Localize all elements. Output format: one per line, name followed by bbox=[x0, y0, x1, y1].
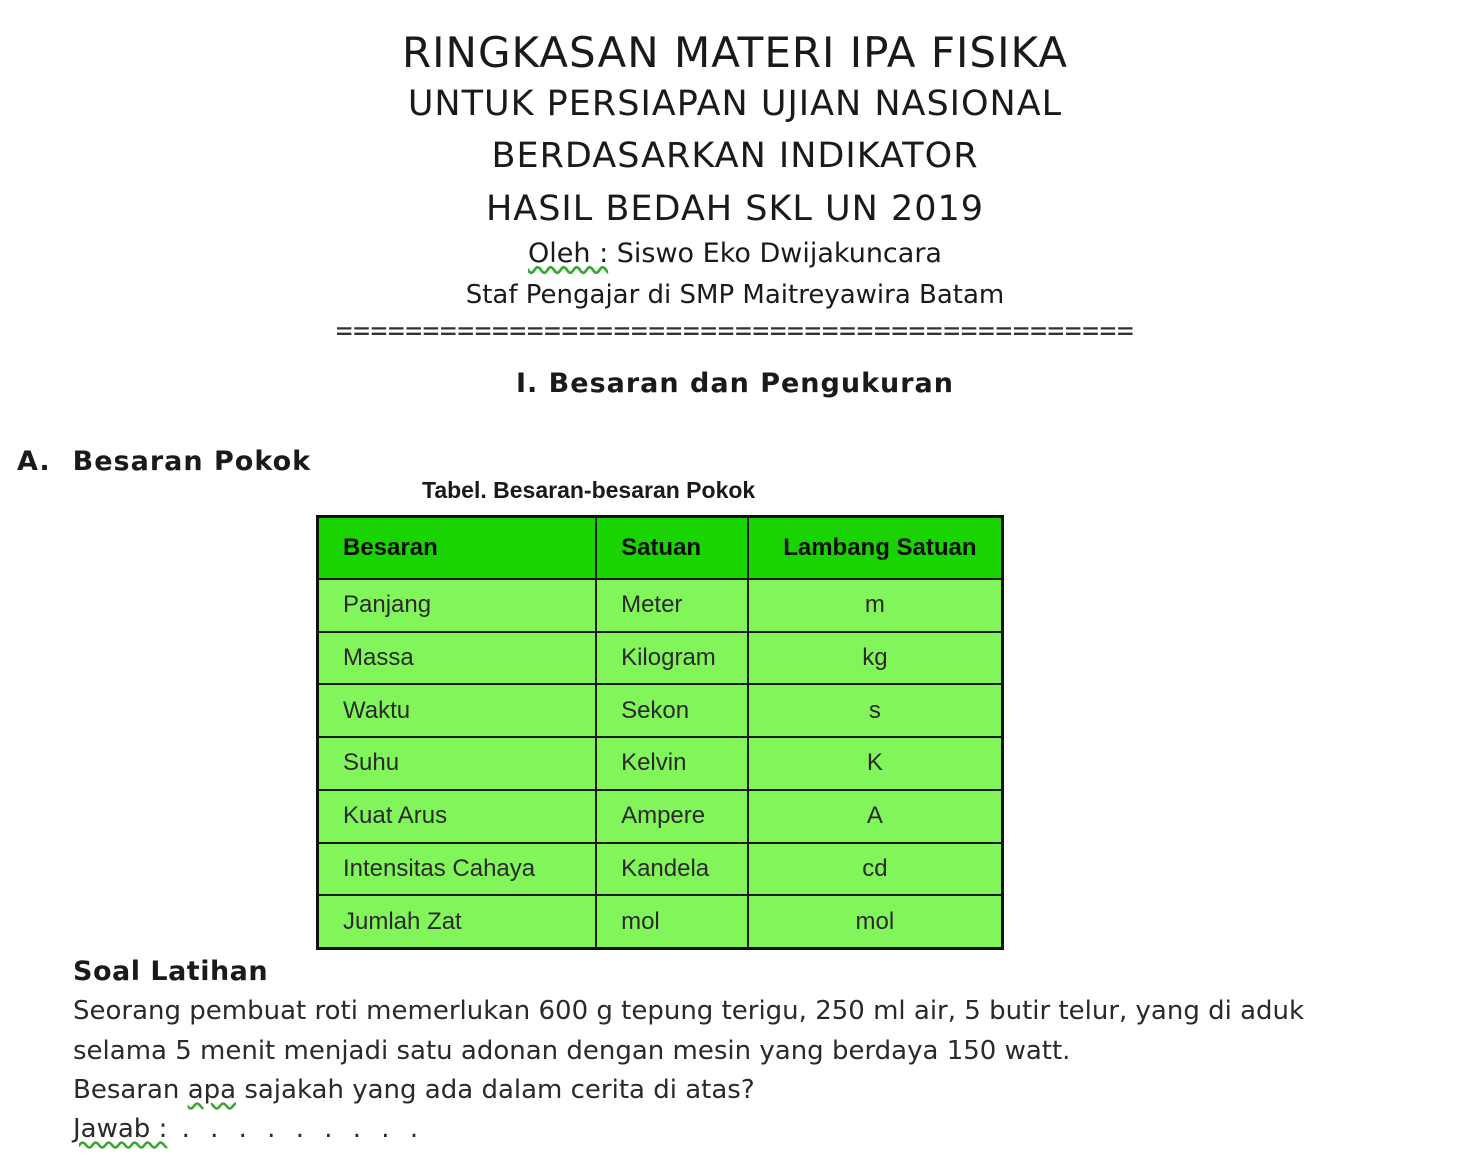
question-word: apa bbox=[187, 1075, 237, 1105]
table-row bbox=[318, 895, 1003, 948]
table-row bbox=[318, 632, 1003, 685]
exercise-title: Soal Latihan bbox=[73, 956, 269, 987]
author-prefix: Oleh : bbox=[528, 238, 609, 269]
exercise-line-2: selama 5 menit menjadi satu adonan dengan mesin yang berdaya 150 watt. bbox=[73, 1036, 1071, 1066]
cell-besaran: Waktu bbox=[318, 684, 597, 737]
subsection-number: A. bbox=[17, 446, 51, 477]
cell-satuan: mol bbox=[596, 895, 748, 948]
document-title: RINGKASAN MATERI IPA FISIKA bbox=[401, 28, 1069, 77]
cell-lambang: A bbox=[748, 790, 1003, 843]
cell-satuan: Kandela bbox=[596, 843, 748, 896]
cell-satuan: Sekon bbox=[596, 684, 748, 737]
table-caption: Tabel. Besaran-besaran Pokok bbox=[422, 477, 756, 503]
cell-besaran: Intensitas Cahaya bbox=[318, 843, 597, 896]
cell-satuan: Ampere bbox=[596, 790, 748, 843]
cell-lambang: m bbox=[748, 579, 1003, 632]
subtitle-line-3: HASIL BEDAH SKL UN 2019 bbox=[485, 189, 985, 229]
table-row bbox=[318, 579, 1003, 632]
subtitle-line-2: BERDASARKAN INDIKATOR bbox=[491, 136, 979, 176]
author-line bbox=[0, 238, 1470, 269]
question-part-1: Besaran bbox=[73, 1075, 188, 1105]
subsection-heading bbox=[17, 446, 311, 477]
table-header-row bbox=[318, 517, 1003, 580]
cell-lambang: s bbox=[748, 684, 1003, 737]
cell-lambang: kg bbox=[748, 632, 1003, 685]
subtitle-line-1: UNTUK PERSIAPAN UJIAN NASIONAL bbox=[407, 84, 1063, 124]
section-heading: I. Besaran dan Pengukuran bbox=[515, 368, 954, 399]
cell-besaran: Panjang bbox=[318, 579, 597, 632]
answer-label: Jawab : bbox=[73, 1114, 168, 1144]
table-row bbox=[318, 737, 1003, 790]
cell-besaran: Suhu bbox=[318, 737, 597, 790]
subsection-title: Besaran Pokok bbox=[72, 446, 312, 477]
cell-besaran: Massa bbox=[318, 632, 597, 685]
question-part-2: sajakah yang ada dalam cerita di atas? bbox=[236, 1075, 755, 1105]
exercise-line-1: Seorang pembuat roti memerlukan 600 g tepung terigu, 250 ml air, 5 butir telur, yang di aduk bbox=[73, 996, 1305, 1026]
cell-satuan: Kilogram bbox=[596, 632, 748, 685]
base-quantities-table bbox=[316, 515, 1004, 950]
cell-besaran: Kuat Arus bbox=[318, 790, 597, 843]
table-row bbox=[318, 790, 1003, 843]
answer-line bbox=[73, 1114, 424, 1144]
author-name: Siswo Eko Dwijakuncara bbox=[608, 238, 942, 269]
table-row bbox=[318, 684, 1003, 737]
table-row bbox=[318, 843, 1003, 896]
exercise-question bbox=[73, 1075, 755, 1105]
cell-lambang: mol bbox=[748, 895, 1003, 948]
cell-lambang: K bbox=[748, 737, 1003, 790]
column-header-besaran: Besaran bbox=[318, 517, 597, 580]
cell-satuan: Meter bbox=[596, 579, 748, 632]
answer-blank: . . . . . . . . . bbox=[167, 1114, 425, 1144]
staff-line: Staf Pengajar di SMP Maitreyawira Batam bbox=[465, 280, 1005, 310]
cell-besaran: Jumlah Zat bbox=[318, 895, 597, 948]
divider-line: ============================================== bbox=[335, 314, 1135, 347]
cell-satuan: Kelvin bbox=[596, 737, 748, 790]
column-header-lambang: Lambang Satuan bbox=[748, 517, 1003, 580]
cell-lambang: cd bbox=[748, 843, 1003, 896]
column-header-satuan: Satuan bbox=[596, 517, 748, 580]
